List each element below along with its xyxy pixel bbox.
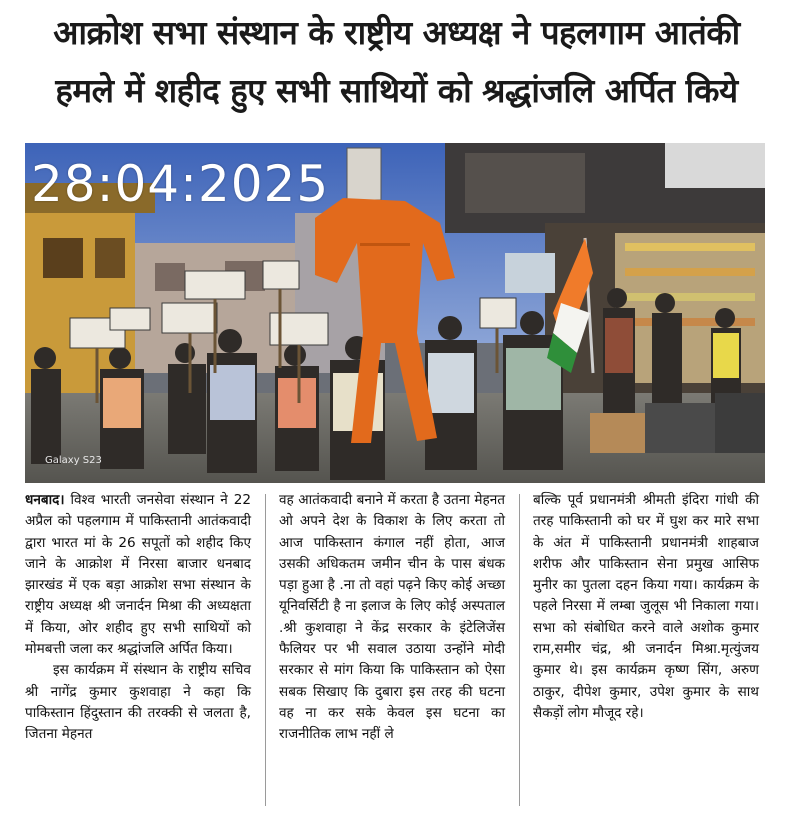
- paragraph-text: विश्व भारती जनसेवा संस्थान ने 22 अप्रैल को पहलगाम में पाकिस्तानी आतंकवादी द्वारा भारत मां के 26 सपूतों को शहीद किए जाने के आक्रोश में निरसा बाजार धनबाद झारखंड में एक बड़ा आक्रोश सभा संस्थान के राष्ट्रीय अध्यक्ष श्री जनार्दन मिश्रा की अध्यक्षता में किया, ओर शहीद हुए सभी साथियों को मोमबत्ती जला कर श्रद्धांजलि अर्पित किया।: [25, 492, 251, 658]
- dateline: धनबाद।: [25, 492, 65, 508]
- article-column-1: [25, 490, 251, 812]
- article-body: [25, 490, 767, 812]
- column-divider: [265, 494, 266, 806]
- date-stamp: 28:04:2025: [31, 155, 330, 213]
- article-column-3: [533, 490, 759, 812]
- headline-line-2: हमले में शहीद हुए सभी साथियों को श्रद्धांजलि अर्पित किये: [55, 71, 738, 110]
- article-paragraph: इस कार्यक्रम में संस्थान के राष्ट्रीय सचिव श्री नागेंद्र कुमार कुशवाहा ने कहा कि पाकिस्तान हिंदुस्तान की तरक्की से जलता है, जितना मेहनत: [25, 662, 251, 743]
- article-paragraph: वह आतंकवादी बनाने में करता है उतना मेहनत ओ अपने देश के विकाश के लिए करता तो आज पाकिस्तान कंगाल नहीं होता, आज उसकी अधिकतम जमीन चीन के पास बंधक पड़ा हुआ है .ना तो वहां पढ़ने किए कोई अच्छा यूनिवर्सिटी है ना इलाज के लिए कोई अस्पताल .श्री कुशवाहा ने केंद्र सरकार के इंटेलिजेंस फैलियर पर भी सवाल उठाया उन्होंने मोदी सरकार से मांग किया कि पाकिस्तान को ऐसा सबक सिखाए कि दुबारा इस तरह की घटना वह ना कर सके केवल इस घटना का राजनीतिक लाभ नहीं ले: [279, 492, 505, 743]
- article-paragraph: [25, 490, 251, 660]
- news-photo: [25, 143, 765, 483]
- article-column-2: [279, 490, 505, 812]
- headline-line-1: आक्रोश सभा संस्थान के राष्ट्रीय अध्यक्ष ने पहलगाम आतंकी: [53, 13, 740, 52]
- headline: [6, 4, 787, 120]
- camera-watermark: Galaxy S23: [45, 455, 102, 466]
- column-divider: [519, 494, 520, 806]
- article-paragraph: बल्कि पूर्व प्रधानमंत्री श्रीमती इंदिरा गांधी की तरह पाकिस्तानी को घर में घुश कर मारे सभा के अंत में पाकिस्तानी प्रधानमंत्री शाहबाज शरीफ और पाकिस्तान सेना प्रमुख आसिफ मुनीर का पुतला दहन किया गया। कार्यक्रम के पहले निरसा में लम्बा जुलूस भी निकाला गया। सभा को संबोधित करने वाले अशोक कुमार राम,समीर चंद्र, श्री जनार्दन मिश्रा.मृत्युंजय कुमार थे। इस कार्यक्रम कृष्ण सिंग, अरुण ठाकुर, दीपेश कुमार, उपेश कुमार के साथ सैकड़ों लोग मौजूद रहे।: [533, 492, 759, 721]
